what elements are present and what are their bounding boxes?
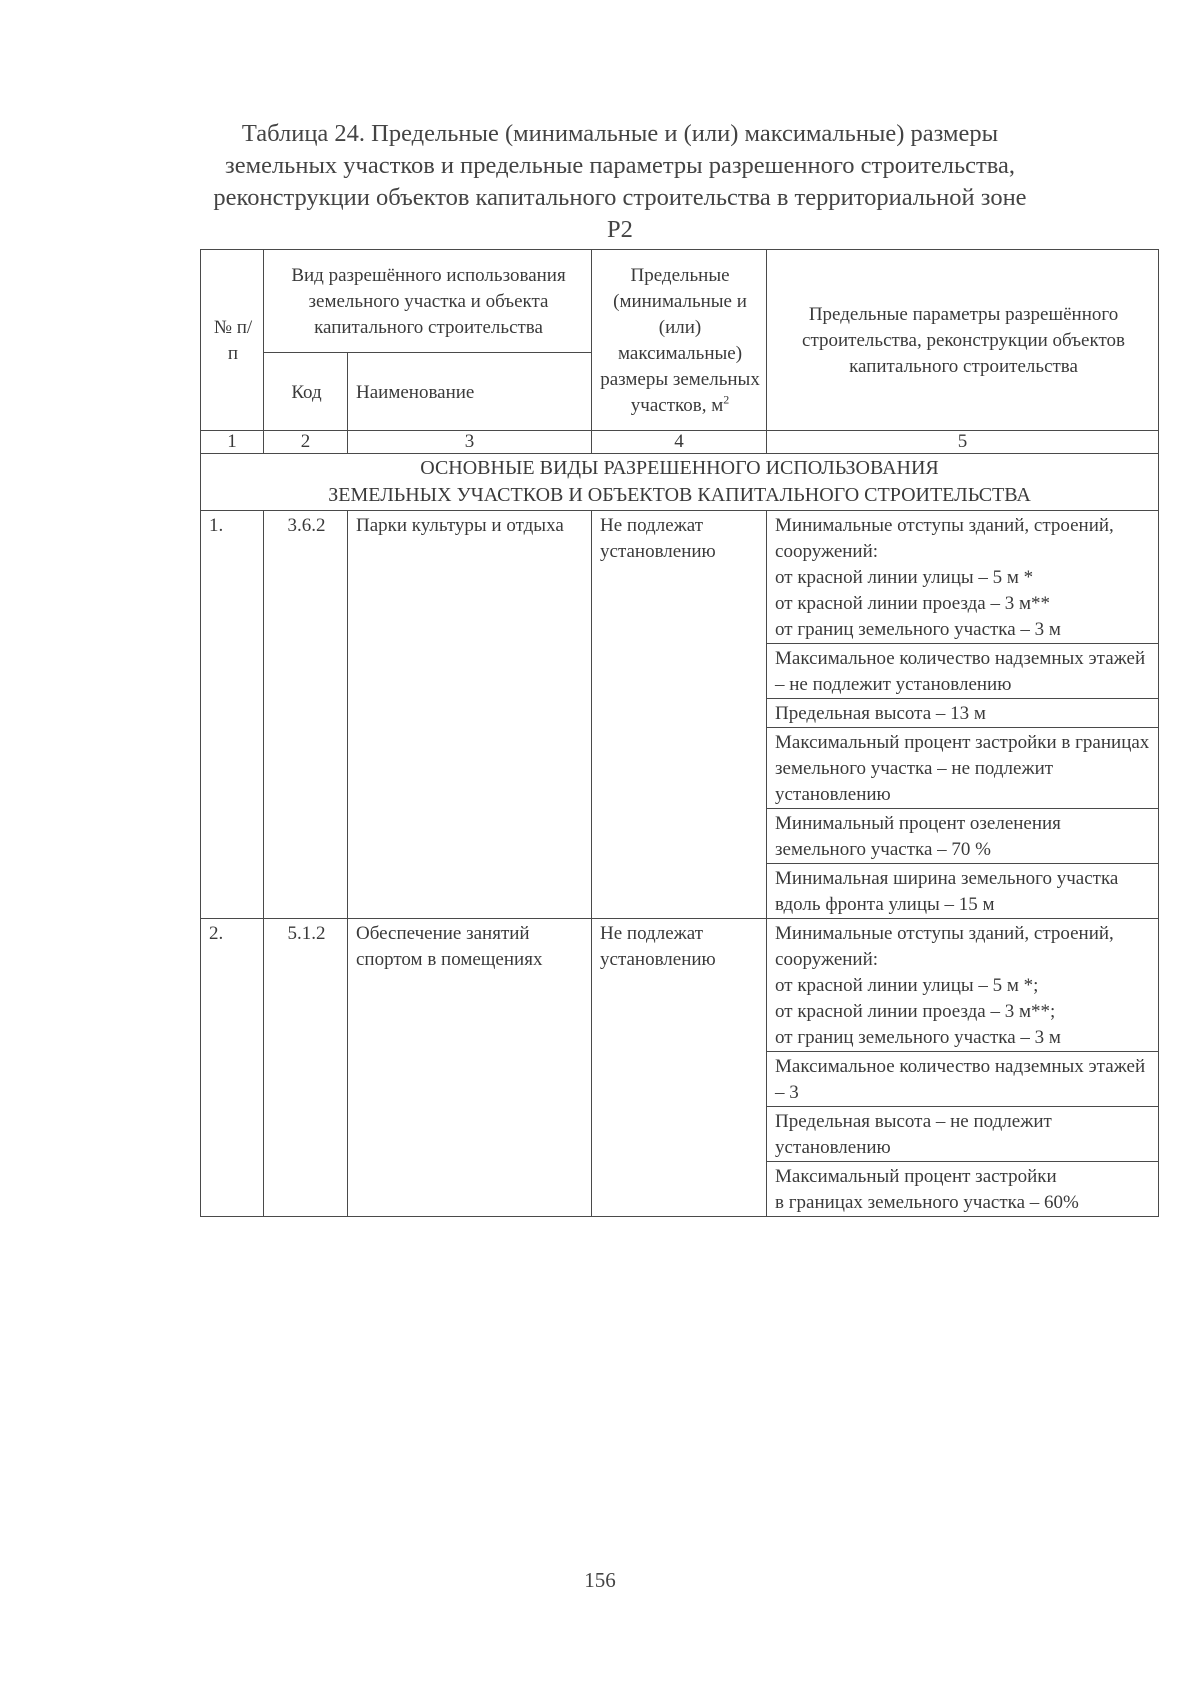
column-number-row bbox=[201, 431, 1159, 454]
params-list bbox=[767, 511, 1158, 918]
title-line: Таблица 24. Предельные (минимальные и (или) максимальные) размеры bbox=[241, 120, 999, 147]
row-name: Обеспечение занятий спортом в помещениях bbox=[348, 919, 592, 1217]
header-code: Код bbox=[264, 353, 348, 431]
section-row bbox=[201, 454, 1159, 511]
param-item: Максимальное количество надземных этажей – не подлежит установлению bbox=[767, 644, 1158, 699]
row-name: Парки культуры и отдыха bbox=[348, 511, 592, 919]
row-code: 5.1.2 bbox=[264, 919, 348, 1217]
param-item: Минимальные отступы зданий, строений, сооружений: от красной линии улицы – 5 м *; от красной линии проезда – 3 м**; от границ земельного участка – 3 м bbox=[767, 919, 1158, 1052]
header-params: Предельные параметры разрешённого строительства, реконструкции объектов капитального строительства bbox=[767, 250, 1159, 431]
table-title bbox=[190, 118, 1050, 246]
header-name: Наименование bbox=[348, 353, 592, 431]
table-row bbox=[201, 919, 1159, 1217]
row-num: 1. bbox=[201, 511, 264, 919]
col-number: 1 bbox=[201, 431, 264, 454]
param-item: Предельная высота – 13 м bbox=[767, 699, 1158, 728]
param-item: Максимальный процент застройки в границах земельного участка – не подлежит установлению bbox=[767, 728, 1158, 809]
row-sizes: Не подлежат установлению bbox=[592, 511, 767, 919]
row-params bbox=[767, 919, 1159, 1217]
table-row bbox=[201, 511, 1159, 919]
title-line: земельных участков и предельные параметры разрешенного строительства, bbox=[225, 152, 1015, 179]
row-code: 3.6.2 bbox=[264, 511, 348, 919]
title-line: Р2 bbox=[607, 216, 633, 243]
param-item: Предельная высота – не подлежит установлению bbox=[767, 1107, 1158, 1162]
header-use-group: Вид разрешённого использования земельного участка и объекта капитального строительства bbox=[264, 250, 592, 353]
col-number: 3 bbox=[348, 431, 592, 454]
header-num: № п/п bbox=[201, 250, 264, 431]
param-item: Максимальный процент застройки в границах земельного участка – 60% bbox=[775, 1166, 1079, 1213]
params-list bbox=[767, 919, 1158, 1216]
param-item: Максимальное количество надземных этажей – 3 bbox=[767, 1052, 1158, 1107]
param-item: Минимальная ширина земельного участка вдоль фронта улицы – 15 м bbox=[775, 868, 1119, 915]
param-item: Минимальные отступы зданий, строений, сооружений: от красной линии улицы – 5 м * от красной линии проезда – 3 м** от границ земельного участка – 3 м bbox=[767, 511, 1158, 644]
param-item: Минимальный процент озеленения земельного участка – 70 % bbox=[767, 809, 1158, 864]
section-heading bbox=[201, 454, 1159, 511]
title-line: реконструкции объектов капитального строительства в территориальной зоне bbox=[213, 184, 1027, 211]
row-num: 2. bbox=[201, 919, 264, 1217]
col-number: 2 bbox=[264, 431, 348, 454]
header-sizes bbox=[592, 250, 767, 431]
header-sizes-text: Предельные (минимальные и (или) максимальные) размеры земельных участков, м bbox=[600, 265, 760, 416]
section-line: ОСНОВНЫЕ ВИДЫ РАЗРЕШЕННОГО ИСПОЛЬЗОВАНИЯ bbox=[420, 457, 939, 479]
row-sizes: Не подлежат установлению bbox=[592, 919, 767, 1217]
parameters-table bbox=[200, 249, 1159, 1217]
section-line: ЗЕМЕЛЬНЫХ УЧАСТКОВ И ОБЪЕКТОВ КАПИТАЛЬНОГО СТРОИТЕЛЬСТВА bbox=[328, 484, 1031, 506]
row-params bbox=[767, 511, 1159, 919]
col-number: 5 bbox=[767, 431, 1159, 454]
col-number: 4 bbox=[592, 431, 767, 454]
page-number: 156 bbox=[584, 1568, 616, 1592]
header-sizes-sup: 2 bbox=[723, 392, 730, 407]
